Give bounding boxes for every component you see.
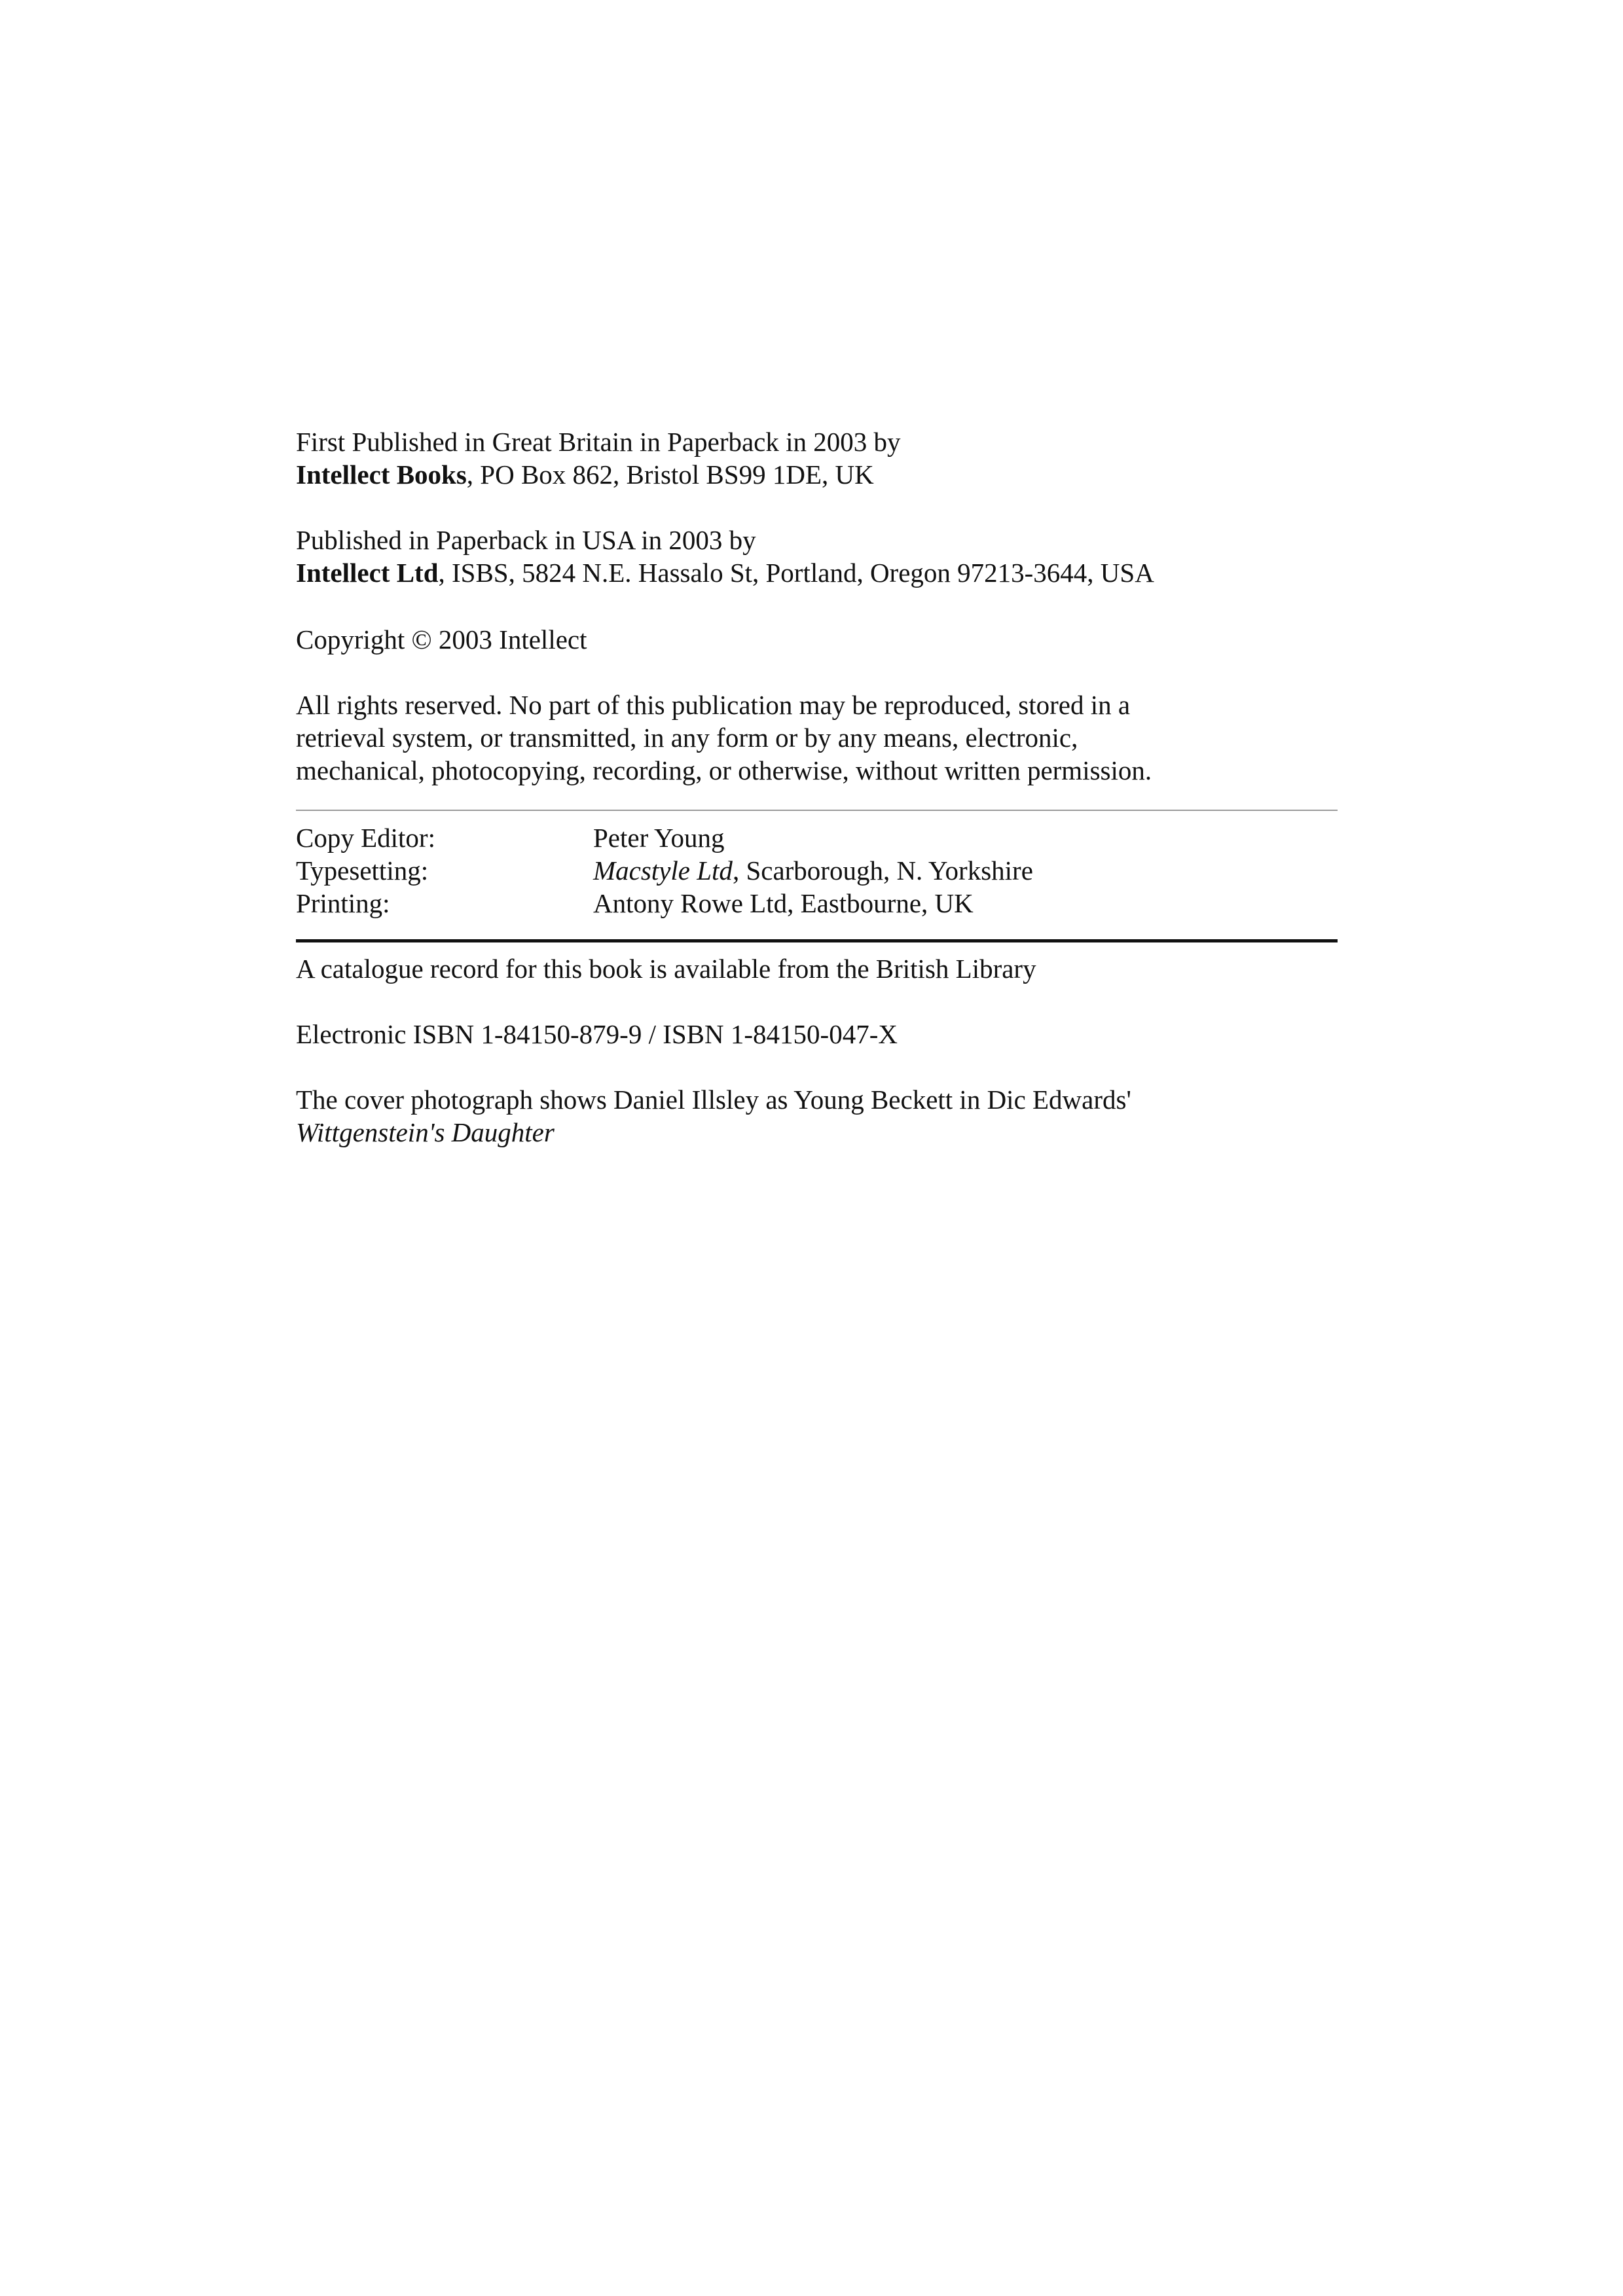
usa-publisher-name: Intellect Ltd bbox=[296, 558, 439, 588]
usa-publisher-address-line bbox=[296, 556, 1343, 589]
thin-divider bbox=[296, 810, 1338, 811]
credit-row-typesetting bbox=[296, 854, 1033, 887]
credit-row-copy-editor bbox=[296, 821, 1033, 854]
uk-publication-line: First Published in Great Britain in Paperback in 2003 by bbox=[296, 427, 901, 457]
credit-role: Printing: bbox=[296, 888, 390, 918]
uk-publisher-address: , PO Box 862, Bristol BS99 1DE, UK bbox=[466, 459, 874, 490]
credit-row-printing bbox=[296, 887, 1033, 920]
rights-statement bbox=[296, 689, 1343, 787]
rights-line: retrieval system, or transmitted, in any form or by any means, electronic, bbox=[296, 723, 1078, 753]
credit-role: Copy Editor: bbox=[296, 823, 435, 853]
cover-work-title: Wittgenstein's Daughter bbox=[296, 1117, 555, 1147]
thick-divider bbox=[296, 939, 1338, 942]
cover-credit-line: The cover photograph shows Daniel Illsley as Young Beckett in Dic Edwards' bbox=[296, 1085, 1131, 1115]
rights-line: All rights reserved. No part of this publication may be reproduced, stored in a bbox=[296, 690, 1131, 720]
catalogue-record: A catalogue record for this book is available from the British Library bbox=[296, 954, 1036, 984]
credit-role: Typesetting: bbox=[296, 855, 429, 886]
rights-line: mechanical, photocopying, recording, or otherwise, without written permission. bbox=[296, 755, 1152, 785]
credit-name-rest: , Scarborough, N. Yorkshire bbox=[732, 855, 1033, 886]
uk-publisher-address-line bbox=[296, 458, 1343, 491]
cover-credit bbox=[296, 1083, 1343, 1149]
credits-table bbox=[296, 821, 1033, 920]
uk-publisher-name: Intellect Books bbox=[296, 459, 467, 490]
credit-name-italic: Macstyle Ltd bbox=[593, 855, 733, 886]
uk-publication-block bbox=[296, 425, 1343, 491]
copyright-line: Copyright © 2003 Intellect bbox=[296, 624, 587, 655]
credit-name bbox=[593, 854, 1033, 887]
credit-name: Peter Young bbox=[593, 823, 725, 853]
usa-publication-block bbox=[296, 524, 1343, 589]
usa-publication-line: Published in Paperback in USA in 2003 by bbox=[296, 525, 756, 555]
usa-publisher-address: , ISBS, 5824 N.E. Hassalo St, Portland, Oregon 97213-3644, USA bbox=[438, 558, 1154, 588]
isbn-line: Electronic ISBN 1-84150-879-9 / ISBN 1-84150-047-X bbox=[296, 1019, 898, 1049]
credit-name: Antony Rowe Ltd, Eastbourne, UK bbox=[593, 888, 974, 918]
